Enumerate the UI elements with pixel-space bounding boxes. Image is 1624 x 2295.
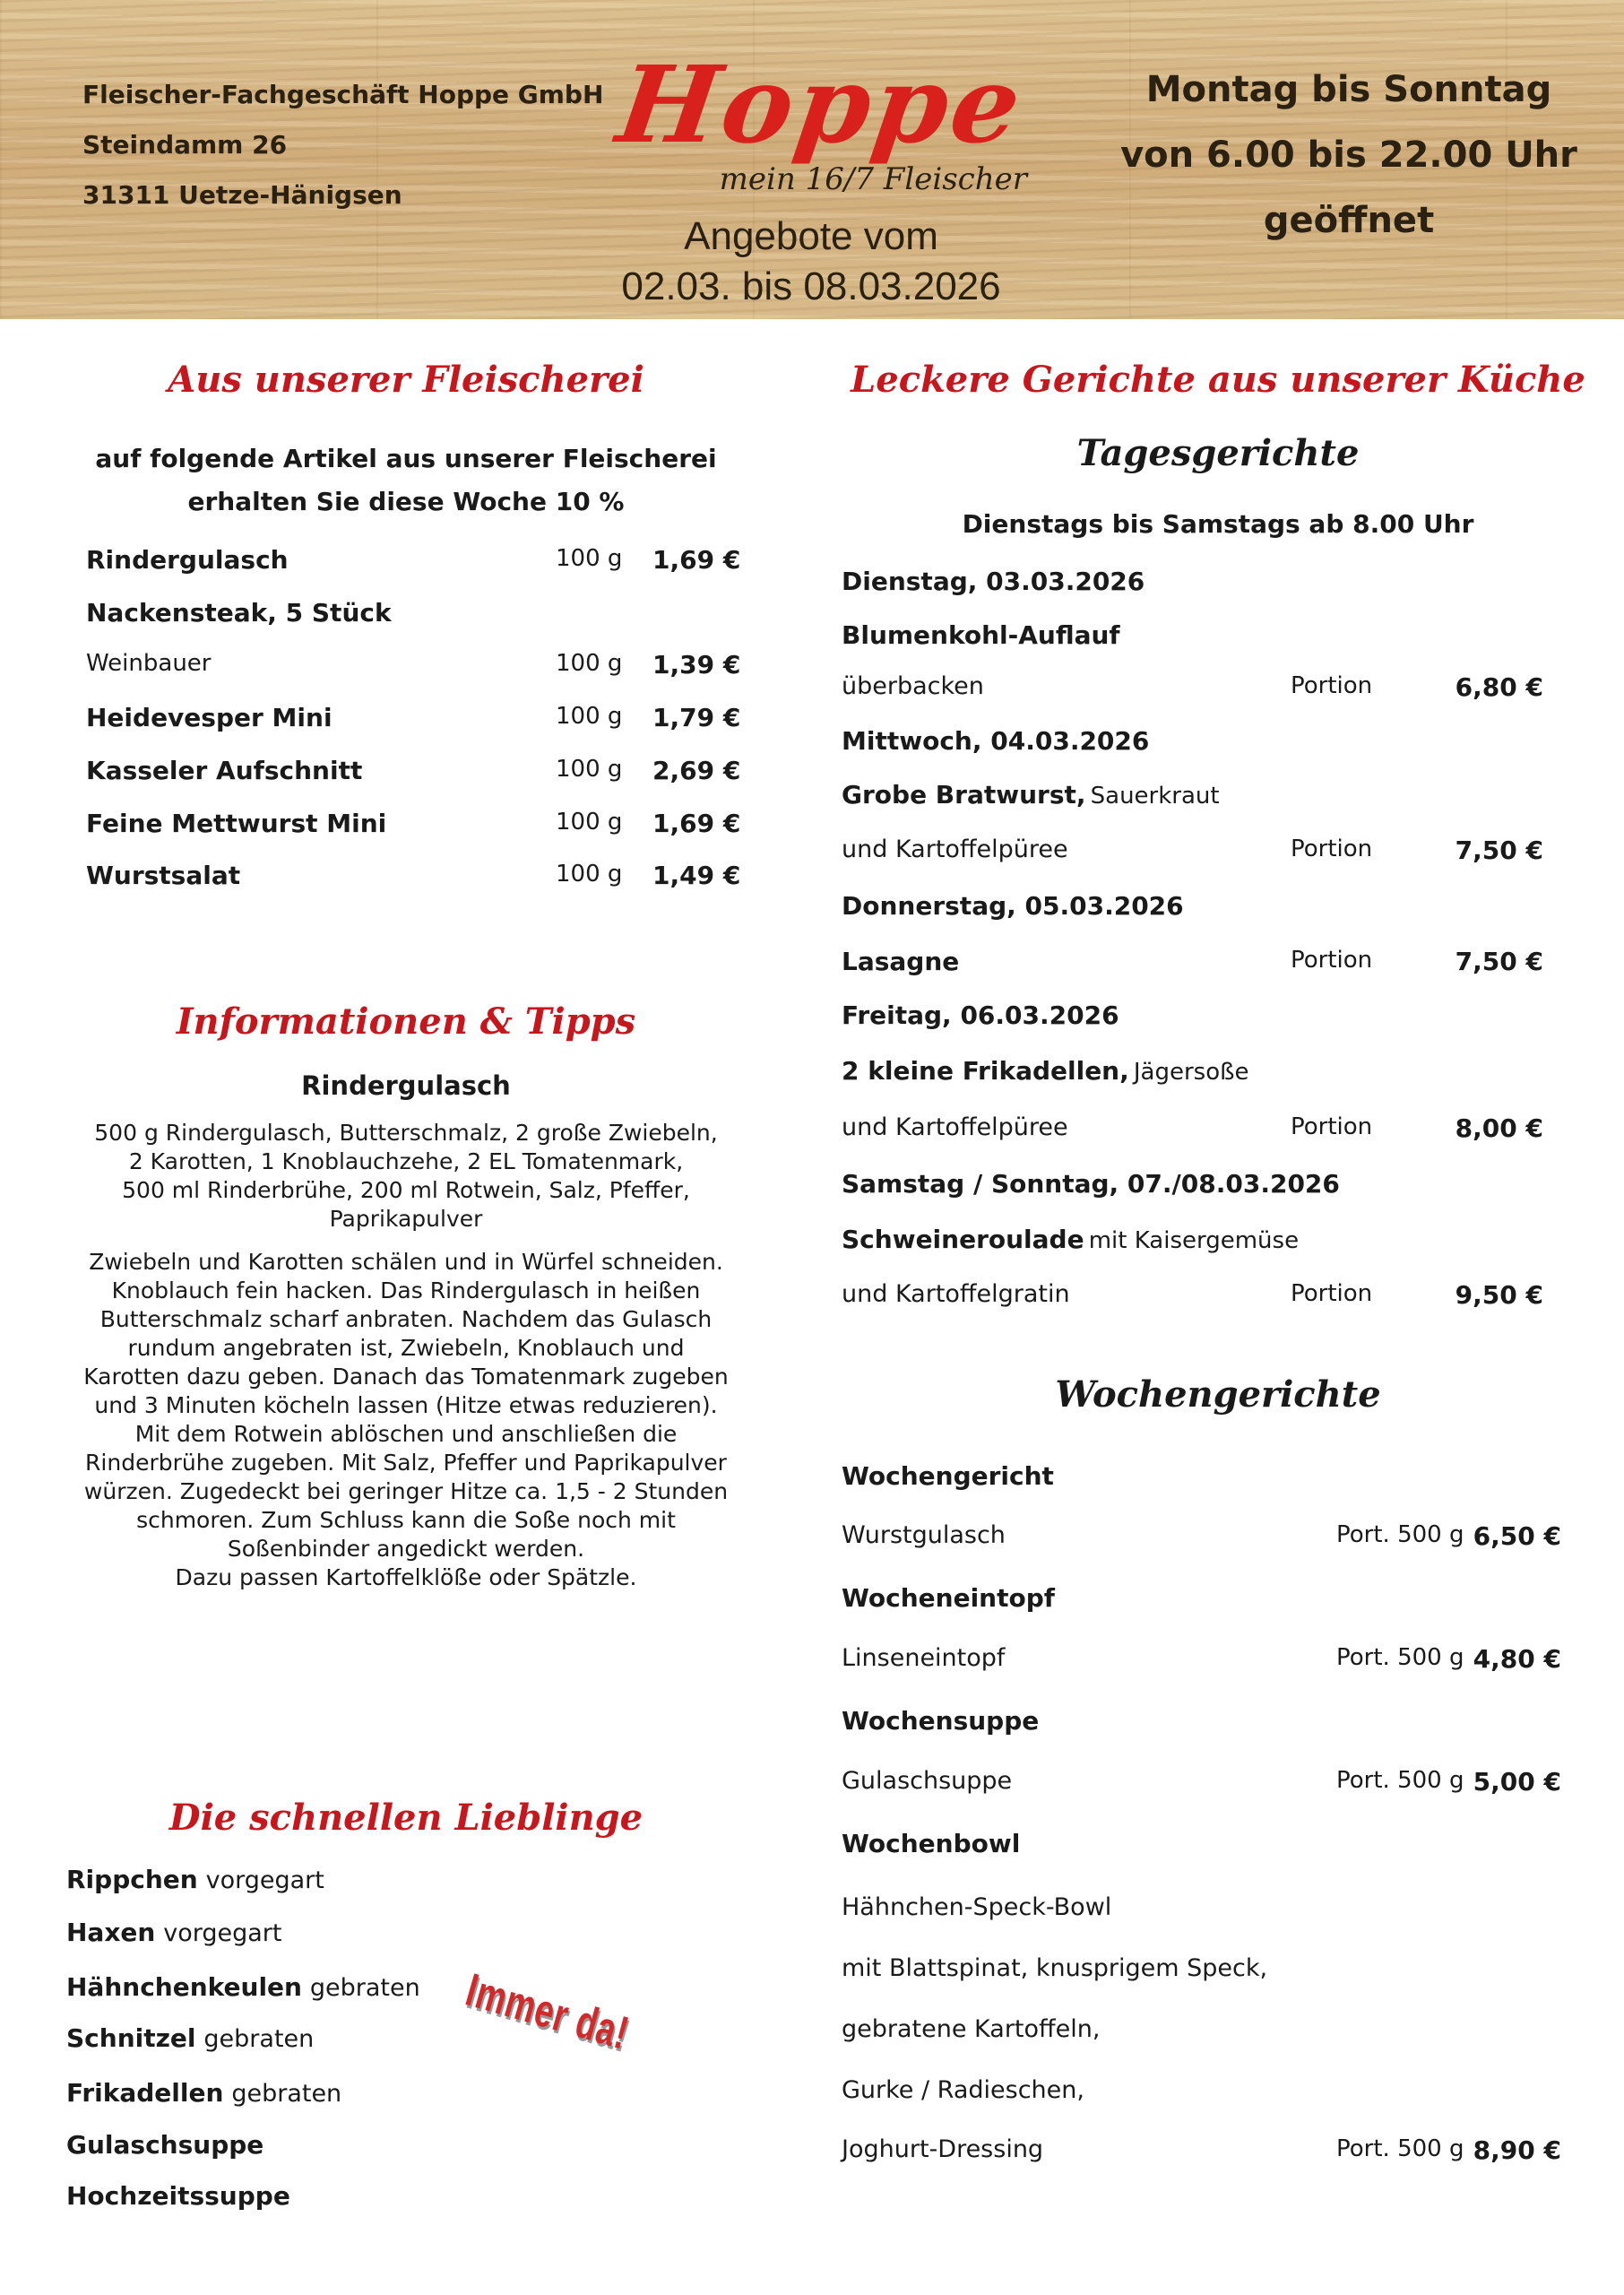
- day-dish-extra: Jägersoße: [1133, 1059, 1249, 1086]
- butchery-item-price: 1,79 €: [652, 703, 741, 732]
- weekly-dish: Linseneintopf: [842, 1644, 1006, 1672]
- favorite-item: [66, 2130, 263, 2160]
- favorite-name: Schnitzel: [66, 2023, 196, 2053]
- weekly-label: Wochengericht: [842, 1461, 1054, 1491]
- opening-hours: [1111, 57, 1586, 254]
- favorite-name: Haxen: [66, 1918, 156, 1947]
- bowl-line: Gurke / Radieschen,: [842, 2076, 1084, 2104]
- shop-street: Steindamm 26: [82, 130, 288, 160]
- hours-open: geöffnet: [1263, 200, 1435, 241]
- day-price: 8,00 €: [1455, 1113, 1543, 1143]
- favorite-name: Frikadellen: [66, 2078, 224, 2108]
- butchery-item-unit: 100 g: [556, 756, 623, 783]
- day-dish: Lasagne: [842, 947, 960, 976]
- butchery-item-price: 2,69 €: [652, 756, 741, 785]
- day-label: Freitag, 06.03.2026: [842, 1000, 1119, 1030]
- day-price: 7,50 €: [1455, 947, 1543, 976]
- hoppe-logo: [610, 42, 1032, 199]
- favorites-title: Die schnellen Lieblinge: [168, 1797, 644, 1839]
- offer-label: Angebote vom: [684, 214, 938, 258]
- day-price: 9,50 €: [1455, 1280, 1543, 1310]
- favorite-name: Hähnchenkeulen: [66, 1972, 302, 2002]
- day-dish-extra: mit Kaisergemüse: [1088, 1227, 1300, 1254]
- daily-dishes-subtitle: Dienstags bis Samstags ab 8.00 Uhr: [962, 509, 1474, 539]
- favorite-item: [66, 1918, 281, 1947]
- bowl-line: Hähnchen-Speck-Bowl: [842, 1893, 1112, 1921]
- day-dish: 2 kleine Frikadellen,: [842, 1056, 1129, 1086]
- weekly-unit: Port. 500 g: [1336, 1767, 1464, 1794]
- day-dish: Blumenkohl-Auflauf: [842, 620, 1120, 650]
- weekly-label: Wocheneintopf: [842, 1583, 1055, 1613]
- immer-da-stamp: Immer da!: [460, 1963, 635, 2060]
- bowl-line: gebratene Kartoffeln,: [842, 2015, 1101, 2043]
- day-dish-detail: und Kartoffelpüree: [842, 1113, 1068, 1141]
- favorite-note: vorgegart: [163, 1919, 282, 1947]
- favorite-note: gebraten: [309, 1974, 420, 2002]
- butchery-item-price: 1,69 €: [652, 545, 741, 575]
- weekly-price: 6,50 €: [1473, 1521, 1561, 1551]
- favorite-item: [66, 1972, 420, 2002]
- favorite-item: [66, 1865, 324, 1894]
- day-dish-line: [842, 1056, 1248, 1086]
- butchery-item-name: Heidevesper Mini: [86, 703, 333, 732]
- bowl-line: Joghurt-Dressing: [842, 2135, 1044, 2163]
- recipe-title: Rindergulasch: [301, 1070, 511, 1101]
- butchery-item-name: Kasseler Aufschnitt: [86, 756, 363, 785]
- butchery-item-unit: 100 g: [556, 809, 623, 836]
- logo-tagline: mein 16/7 Fleischer: [719, 161, 1027, 197]
- header-banner: [0, 0, 1624, 319]
- butchery-item-unit: 100 g: [556, 545, 623, 572]
- day-dish-detail: und Kartoffelpüree: [842, 836, 1068, 863]
- favorite-name: Hochzeitssuppe: [66, 2181, 290, 2211]
- weekly-price: 5,00 €: [1473, 1767, 1561, 1797]
- day-dish-extra: Sauerkraut: [1090, 783, 1220, 810]
- kitchen-title: Leckere Gerichte aus unserer Küche: [851, 359, 1585, 401]
- day-dish: Grobe Bratwurst,: [842, 780, 1086, 810]
- butchery-item-unit: 100 g: [556, 650, 623, 677]
- butchery-item-sub: Weinbauer: [86, 650, 212, 677]
- butchery-item-price: 1,49 €: [652, 861, 741, 890]
- hours-days: Montag bis Sonntag: [1145, 69, 1552, 110]
- day-dish-line: [842, 780, 1220, 810]
- favorite-name: Rippchen: [66, 1865, 198, 1894]
- day-label: Donnerstag, 05.03.2026: [842, 891, 1184, 921]
- shop-city: 31311 Uetze-Hänigsen: [82, 180, 402, 210]
- recipe-ingredients: 500 g Rindergulasch, Butterschmalz, 2 große Zwiebeln, 2 Karotten, 1 Knoblauchzehe, 2 EL Tomatenmark, 500 ml Rinderbrühe, 200 ml Rotwein, Salz, Pfeffer, Paprikapulver: [94, 1120, 718, 1232]
- butchery-item-name: Wurstsalat: [86, 861, 241, 890]
- day-unit: Portion: [1291, 672, 1373, 699]
- daily-dishes-title: Tagesgerichte: [1076, 432, 1360, 474]
- day-dish: Schweineroulade: [842, 1225, 1084, 1254]
- butchery-item-name: Nackensteak, 5 Stück: [86, 598, 392, 628]
- bowl-unit: Port. 500 g: [1336, 2135, 1464, 2162]
- logo-wordmark: Hoppe: [610, 42, 1032, 167]
- bowl-line: mit Blattspinat, knusprigem Speck,: [842, 1954, 1268, 1982]
- tips-title: Informationen & Tipps: [176, 1000, 636, 1043]
- favorite-note: gebraten: [203, 2025, 315, 2053]
- butchery-intro-line: auf folgende Artikel aus unserer Fleischerei: [95, 444, 717, 473]
- butchery-item-unit: 100 g: [556, 861, 623, 888]
- butchery-item-price: 1,69 €: [652, 809, 741, 838]
- day-dish-line: [842, 1225, 1299, 1254]
- day-unit: Portion: [1291, 947, 1373, 974]
- recipe-steps: Zwiebeln und Karotten schälen und in Würfel schneiden. Knoblauch fein hacken. Das Rindergulasch in heißen Butterschmalz scharf anbraten. Nachdem das Gulasch rundum angebraten ist, Zwiebeln, Knoblauch und Karotten dazu geben. Danach das Tomatenmark zugeben und 3 Minuten köcheln lassen (Hitze etwas reduzieren). Mit dem Rotwein ablöschen und anschließen die Rinderbrühe zugeben. Mit Salz, Pfeffer und Paprikapulver würzen. Zugedeckt bei geringer Hitze ca. 1,5 - 2 Stunden schmoren. Zum Schluss kann die Soße noch mit Soßenbinder angedickt werden. Dazu passen Kartoffelklöße oder Spätzle.: [83, 1249, 729, 1590]
- weekly-unit: Port. 500 g: [1336, 1644, 1464, 1671]
- shop-address: [82, 70, 603, 221]
- favorite-item: [66, 2078, 341, 2108]
- butchery-item-name: Rindergulasch: [86, 545, 289, 575]
- weekly-unit: Port. 500 g: [1336, 1521, 1464, 1548]
- favorite-note: vorgegart: [205, 1866, 324, 1894]
- butchery-intro: [0, 437, 812, 524]
- butchery-title: Aus unserer Fleischerei: [168, 359, 644, 401]
- butchery-item-name: Feine Mettwurst Mini: [86, 809, 387, 838]
- day-price: 7,50 €: [1455, 836, 1543, 865]
- weekly-price: 4,80 €: [1473, 1644, 1561, 1674]
- weekly-dishes-title: Wochengerichte: [1055, 1373, 1381, 1416]
- day-unit: Portion: [1291, 1113, 1373, 1140]
- weekly-label: Wochensuppe: [842, 1706, 1040, 1736]
- day-unit: Portion: [1291, 1280, 1373, 1307]
- shop-name: Fleischer-Fachgeschäft Hoppe GmbH: [82, 80, 604, 109]
- day-dish-detail: überbacken: [842, 672, 984, 700]
- butchery-item-unit: 100 g: [556, 703, 623, 730]
- favorite-item: [66, 2181, 290, 2211]
- day-label: Samstag / Sonntag, 07./08.03.2026: [842, 1169, 1340, 1199]
- day-dish-detail: und Kartoffelgratin: [842, 1280, 1070, 1308]
- favorite-name: Gulaschsuppe: [66, 2130, 264, 2160]
- weekly-dish: Wurstgulasch: [842, 1521, 1006, 1549]
- day-price: 6,80 €: [1455, 672, 1543, 702]
- weekly-dish: Gulaschsuppe: [842, 1767, 1013, 1795]
- butchery-item-price: 1,39 €: [652, 650, 741, 680]
- day-label: Dienstag, 03.03.2026: [842, 567, 1145, 596]
- hours-times: von 6.00 bis 22.00 Uhr: [1120, 134, 1577, 176]
- offer-dates: 02.03. bis 08.03.2026: [621, 264, 1001, 308]
- offer-period: [574, 212, 1049, 312]
- favorite-note: gebraten: [231, 2080, 342, 2108]
- bowl-label: Wochenbowl: [842, 1829, 1021, 1858]
- day-unit: Portion: [1291, 836, 1373, 862]
- favorite-item: [66, 2023, 314, 2053]
- day-label: Mittwoch, 04.03.2026: [842, 726, 1150, 756]
- butchery-intro-line: erhalten Sie diese Woche 10 %: [187, 487, 625, 516]
- bowl-price: 8,90 €: [1473, 2135, 1561, 2165]
